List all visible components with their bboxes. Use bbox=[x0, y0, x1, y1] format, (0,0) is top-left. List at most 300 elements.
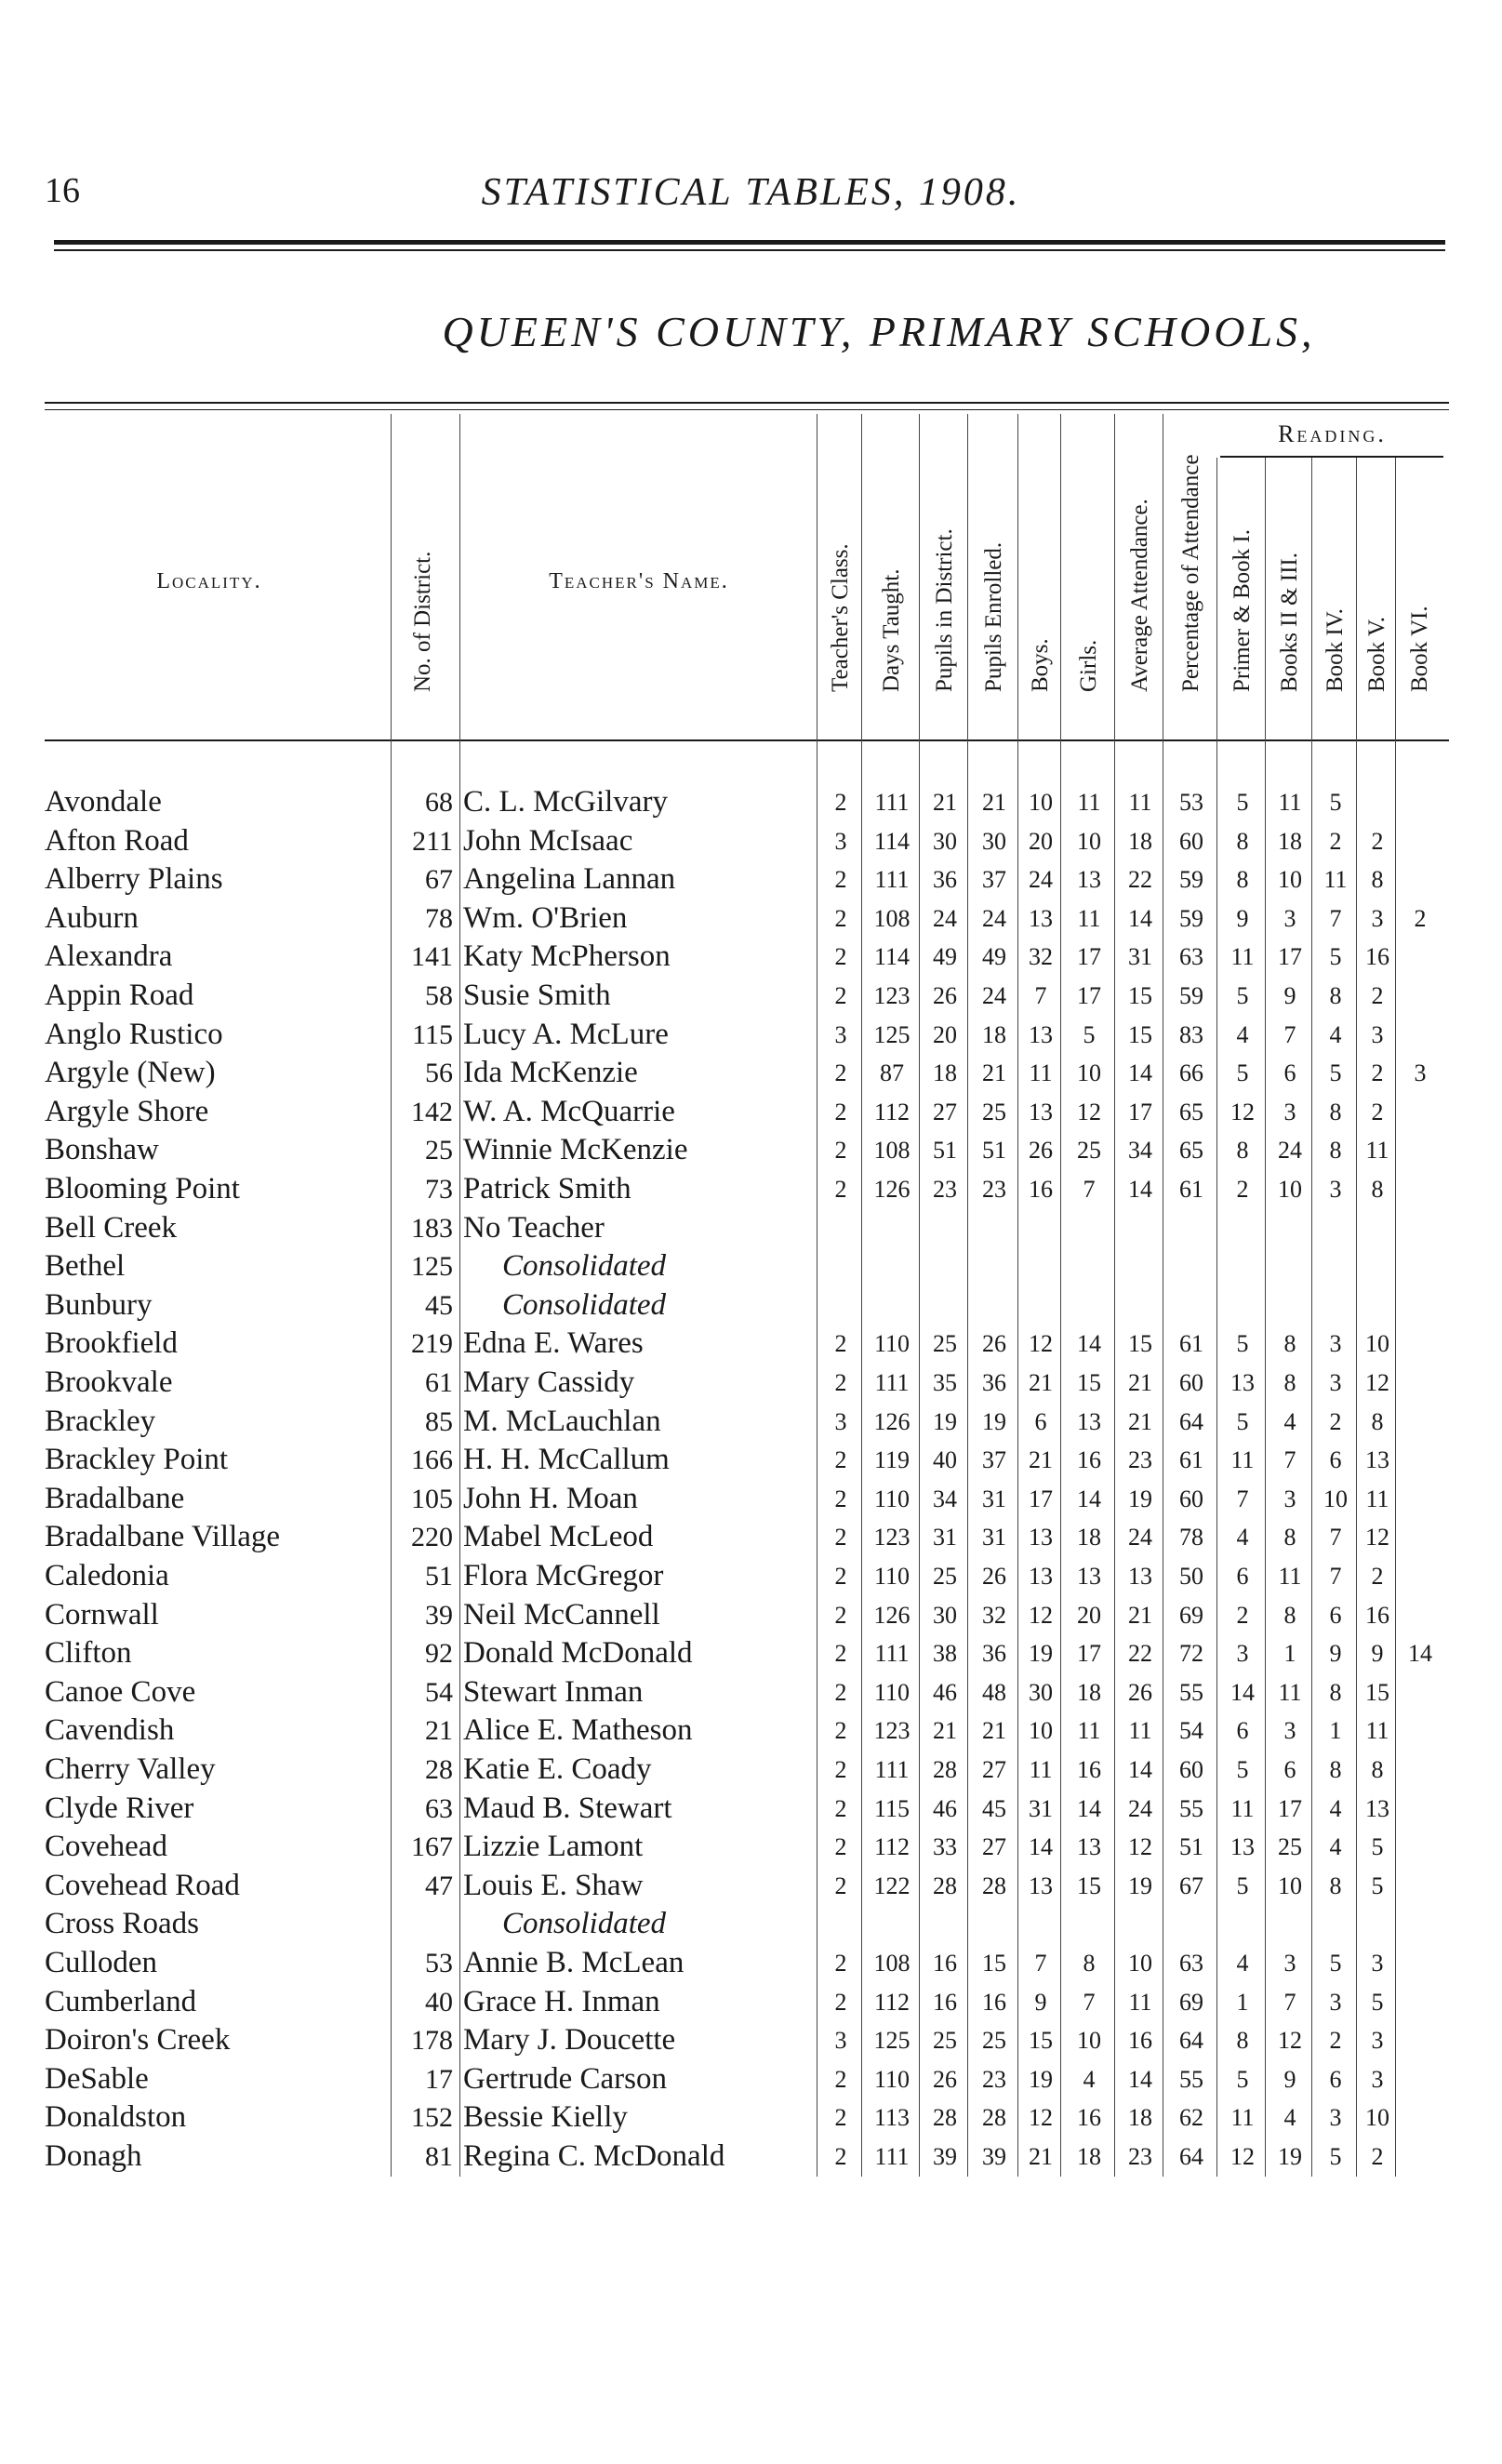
page-number: 16 bbox=[45, 171, 80, 210]
teacher-class-cell: 2 bbox=[834, 866, 847, 894]
percentage-attendance-cell: 62 bbox=[1179, 2104, 1203, 2132]
table-row bbox=[0, 822, 1502, 860]
books-2-3-cell: 25 bbox=[1278, 1833, 1302, 1861]
column-header-girls-label: Girls. bbox=[1076, 639, 1101, 692]
girls-cell: 8 bbox=[1083, 1950, 1096, 1977]
teacher-name-cell: Patrick Smith bbox=[463, 1172, 631, 1205]
book-5-cell: 3 bbox=[1371, 2065, 1384, 2093]
primer-book1-cell: 6 bbox=[1236, 1563, 1249, 1590]
teacher-name-cell: Consolidated bbox=[502, 1907, 667, 1941]
girls-cell: 14 bbox=[1077, 1794, 1101, 1822]
teacher-class-cell: 2 bbox=[834, 1369, 847, 1396]
pupils-enrolled-cell: 48 bbox=[982, 1678, 1006, 1706]
percentage-attendance-cell: 69 bbox=[1179, 1601, 1203, 1629]
percentage-attendance-cell: 66 bbox=[1179, 1059, 1203, 1087]
primer-book1-cell: 14 bbox=[1230, 1678, 1255, 1706]
district-no-cell: 167 bbox=[411, 1831, 453, 1863]
primer-book1-cell: 3 bbox=[1236, 1640, 1249, 1668]
pupils-in-district-cell: 28 bbox=[933, 1756, 957, 1783]
pupils-enrolled-cell: 37 bbox=[982, 866, 1006, 894]
header-rule-thick bbox=[54, 240, 1445, 245]
primer-book1-cell: 9 bbox=[1236, 904, 1249, 932]
pupils-enrolled-cell: 24 bbox=[982, 904, 1006, 932]
teacher-name-cell: Consolidated bbox=[502, 1249, 667, 1284]
locality-cell: Cherry Valley bbox=[45, 1752, 216, 1786]
percentage-attendance-cell: 51 bbox=[1179, 1833, 1203, 1861]
column-header-district-no-label: No. of District. bbox=[410, 551, 435, 692]
primer-book1-cell: 5 bbox=[1236, 2065, 1249, 2093]
book-4-cell: 4 bbox=[1329, 1020, 1342, 1048]
average-attendance-cell: 14 bbox=[1128, 1176, 1152, 1203]
column-group-reading: Reading. bbox=[1278, 420, 1387, 447]
book-5-cell: 8 bbox=[1371, 866, 1384, 894]
book-5-cell: 5 bbox=[1371, 1833, 1384, 1861]
locality-cell: Bradalbane bbox=[45, 1481, 185, 1515]
column-header-primer-book1-label: Primer & Book I. bbox=[1230, 529, 1255, 692]
percentage-attendance-cell: 61 bbox=[1179, 1176, 1203, 1203]
district-no-cell: 17 bbox=[425, 2063, 453, 2095]
primer-book1-cell: 4 bbox=[1236, 1950, 1249, 1977]
book-5-cell: 5 bbox=[1371, 1988, 1384, 2016]
table-row bbox=[0, 1170, 1502, 1208]
district-no-cell: 28 bbox=[425, 1754, 453, 1785]
girls-cell: 18 bbox=[1077, 2143, 1101, 2170]
book-5-cell: 13 bbox=[1365, 1446, 1389, 1474]
teacher-class-cell: 2 bbox=[834, 2104, 847, 2132]
girls-cell: 17 bbox=[1077, 943, 1101, 971]
locality-cell: Clyde River bbox=[45, 1791, 194, 1825]
pupils-enrolled-cell: 45 bbox=[982, 1794, 1006, 1822]
primer-book1-cell: 8 bbox=[1236, 2027, 1249, 2055]
teacher-name-cell: Louis E. Shaw bbox=[463, 1868, 644, 1902]
pupils-in-district-cell: 36 bbox=[933, 866, 957, 894]
days-taught-cell: 112 bbox=[873, 1098, 911, 1125]
locality-cell: Auburn bbox=[45, 900, 139, 935]
table-row bbox=[0, 1983, 1502, 2021]
teacher-name-cell: Stewart Inman bbox=[463, 1674, 644, 1709]
locality-cell: Caledonia bbox=[45, 1559, 169, 1592]
percentage-attendance-cell: 53 bbox=[1179, 789, 1203, 816]
teacher-class-cell: 2 bbox=[834, 1678, 847, 1706]
pupils-in-district-cell: 38 bbox=[933, 1640, 957, 1668]
days-taught-cell: 123 bbox=[873, 1524, 911, 1552]
percentage-attendance-cell: 64 bbox=[1179, 1407, 1203, 1435]
pupils-enrolled-cell: 27 bbox=[982, 1833, 1006, 1861]
primer-book1-cell: 12 bbox=[1230, 1098, 1255, 1125]
primer-book1-cell: 1 bbox=[1236, 1988, 1249, 2016]
pupils-enrolled-cell: 21 bbox=[982, 1059, 1006, 1087]
pupils-in-district-cell: 49 bbox=[933, 943, 957, 971]
book-4-cell: 2 bbox=[1329, 1407, 1342, 1435]
primer-book1-cell: 5 bbox=[1236, 1407, 1249, 1435]
days-taught-cell: 112 bbox=[873, 1988, 911, 2016]
primer-book1-cell: 5 bbox=[1236, 1756, 1249, 1783]
percentage-attendance-cell: 60 bbox=[1179, 1369, 1203, 1396]
boys-cell: 13 bbox=[1029, 1563, 1053, 1590]
table-row bbox=[0, 1403, 1502, 1441]
days-taught-cell: 108 bbox=[873, 1137, 911, 1165]
book-6-cell: 3 bbox=[1414, 1059, 1427, 1087]
teacher-name-cell: M. McLauchlan bbox=[463, 1404, 661, 1438]
average-attendance-cell: 10 bbox=[1128, 1950, 1152, 1977]
book-4-cell: 7 bbox=[1329, 1563, 1342, 1590]
percentage-attendance-cell: 64 bbox=[1179, 2143, 1203, 2170]
days-taught-cell: 110 bbox=[873, 1330, 911, 1358]
header-rule-thin bbox=[54, 249, 1445, 251]
average-attendance-cell: 14 bbox=[1128, 1059, 1152, 1087]
girls-cell: 7 bbox=[1083, 1176, 1096, 1203]
district-no-cell: 183 bbox=[411, 1212, 453, 1244]
teacher-name-cell: Winnie McKenzie bbox=[463, 1133, 688, 1167]
primer-book1-cell: 5 bbox=[1236, 982, 1249, 1009]
district-no-cell: 58 bbox=[425, 980, 453, 1011]
primer-book1-cell: 8 bbox=[1236, 866, 1249, 894]
pupils-in-district-cell: 21 bbox=[933, 1717, 957, 1745]
boys-cell: 15 bbox=[1029, 2027, 1053, 2055]
pupils-in-district-cell: 27 bbox=[933, 1098, 957, 1125]
girls-cell: 18 bbox=[1077, 1678, 1101, 1706]
pupils-enrolled-cell: 21 bbox=[982, 1717, 1006, 1745]
average-attendance-cell: 14 bbox=[1128, 904, 1152, 932]
locality-cell: Culloden bbox=[45, 1946, 157, 1979]
teacher-name-cell: Alice E. Matheson bbox=[463, 1713, 693, 1748]
average-attendance-cell: 31 bbox=[1128, 943, 1152, 971]
pupils-enrolled-cell: 21 bbox=[982, 789, 1006, 816]
book-4-cell: 3 bbox=[1329, 1176, 1342, 1203]
days-taught-cell: 126 bbox=[873, 1176, 911, 1203]
boys-cell: 12 bbox=[1029, 1330, 1053, 1358]
district-no-cell: 125 bbox=[411, 1251, 453, 1283]
days-taught-cell: 119 bbox=[873, 1446, 911, 1474]
days-taught-cell: 114 bbox=[873, 827, 911, 855]
percentage-attendance-cell: 61 bbox=[1179, 1446, 1203, 1474]
pupils-in-district-cell: 35 bbox=[933, 1369, 957, 1396]
average-attendance-cell: 17 bbox=[1128, 1098, 1152, 1125]
boys-cell: 14 bbox=[1029, 1833, 1053, 1861]
teacher-class-cell: 2 bbox=[834, 1485, 847, 1512]
books-2-3-cell: 8 bbox=[1283, 1330, 1296, 1358]
locality-cell: Bonshaw bbox=[45, 1133, 159, 1167]
pupils-enrolled-cell: 31 bbox=[982, 1485, 1006, 1512]
locality-cell: Bethel bbox=[45, 1249, 126, 1284]
pupils-in-district-cell: 25 bbox=[933, 1563, 957, 1590]
pupils-enrolled-cell: 28 bbox=[982, 1871, 1006, 1899]
days-taught-cell: 122 bbox=[873, 1871, 911, 1899]
pupils-in-district-cell: 39 bbox=[933, 2143, 957, 2170]
district-no-cell: 211 bbox=[412, 825, 453, 857]
pupils-enrolled-cell: 18 bbox=[982, 1020, 1006, 1048]
books-2-3-cell: 17 bbox=[1278, 943, 1302, 971]
percentage-attendance-cell: 55 bbox=[1179, 1794, 1203, 1822]
book-4-cell: 4 bbox=[1329, 1794, 1342, 1822]
table-row bbox=[0, 977, 1502, 1015]
column-header-book-6 bbox=[1397, 419, 1443, 735]
books-2-3-cell: 12 bbox=[1278, 2027, 1302, 2055]
days-taught-cell: 110 bbox=[873, 1485, 911, 1512]
book-6-cell: 14 bbox=[1408, 1640, 1432, 1668]
pupils-enrolled-cell: 49 bbox=[982, 943, 1006, 971]
teacher-class-cell: 2 bbox=[834, 1446, 847, 1474]
district-no-cell: 178 bbox=[411, 2025, 453, 2057]
table-row bbox=[0, 938, 1502, 976]
locality-cell: Appin Road bbox=[45, 979, 194, 1012]
boys-cell: 13 bbox=[1029, 1524, 1053, 1552]
teacher-class-cell: 2 bbox=[834, 943, 847, 971]
percentage-attendance-cell: 63 bbox=[1179, 943, 1203, 971]
girls-cell: 11 bbox=[1077, 904, 1101, 932]
book-4-cell: 8 bbox=[1329, 1756, 1342, 1783]
table-row bbox=[0, 1557, 1502, 1595]
average-attendance-cell: 18 bbox=[1128, 2104, 1152, 2132]
book-4-cell: 1 bbox=[1329, 1717, 1342, 1745]
pupils-enrolled-cell: 24 bbox=[982, 982, 1006, 1009]
boys-cell: 9 bbox=[1034, 1988, 1047, 2016]
primer-book1-cell: 5 bbox=[1236, 1059, 1249, 1087]
boys-cell: 7 bbox=[1034, 1950, 1047, 1977]
girls-cell: 15 bbox=[1077, 1369, 1101, 1396]
teacher-class-cell: 2 bbox=[834, 1137, 847, 1165]
book-4-cell: 4 bbox=[1329, 1833, 1342, 1861]
teacher-name-cell: John McIsaac bbox=[463, 823, 633, 858]
girls-cell: 12 bbox=[1077, 1098, 1101, 1125]
teacher-name-cell: H. H. McCallum bbox=[463, 1443, 670, 1477]
teacher-name-cell: Susie Smith bbox=[463, 979, 611, 1012]
book-4-cell: 8 bbox=[1329, 1098, 1342, 1125]
table-row bbox=[0, 1131, 1502, 1169]
boys-cell: 19 bbox=[1029, 2065, 1053, 2093]
table-row bbox=[0, 1905, 1502, 1943]
book-5-cell: 3 bbox=[1371, 2027, 1384, 2055]
boys-cell: 32 bbox=[1029, 943, 1053, 971]
pupils-in-district-cell: 34 bbox=[933, 1485, 957, 1512]
teacher-name-cell: Katy McPherson bbox=[463, 939, 671, 974]
book-4-cell: 5 bbox=[1329, 943, 1342, 971]
column-header-boys-label: Boys. bbox=[1028, 638, 1053, 692]
days-taught-cell: 125 bbox=[873, 2027, 911, 2055]
boys-cell: 12 bbox=[1029, 1601, 1053, 1629]
locality-cell: Argyle Shore bbox=[45, 1094, 209, 1128]
teacher-class-cell: 2 bbox=[834, 1988, 847, 2016]
pupils-in-district-cell: 40 bbox=[933, 1446, 957, 1474]
days-taught-cell: 125 bbox=[873, 1020, 911, 1048]
teacher-class-cell: 2 bbox=[834, 1563, 847, 1590]
locality-cell: Anglo Rustico bbox=[45, 1017, 223, 1051]
books-2-3-cell: 11 bbox=[1278, 789, 1302, 816]
average-attendance-cell: 18 bbox=[1128, 827, 1152, 855]
pupils-in-district-cell: 20 bbox=[933, 1020, 957, 1048]
girls-cell: 15 bbox=[1077, 1871, 1101, 1899]
column-header-pupils-enrolled bbox=[969, 419, 1019, 735]
pupils-enrolled-cell: 37 bbox=[982, 1446, 1006, 1474]
pupils-in-district-cell: 19 bbox=[933, 1407, 957, 1435]
locality-cell: Cavendish bbox=[45, 1713, 175, 1748]
district-no-cell: 141 bbox=[411, 941, 453, 973]
teacher-name-cell: No Teacher bbox=[463, 1210, 605, 1245]
table-row bbox=[0, 1634, 1502, 1672]
book-5-cell: 10 bbox=[1365, 2104, 1389, 2132]
table-row bbox=[0, 899, 1502, 938]
pupils-enrolled-cell: 51 bbox=[982, 1137, 1006, 1165]
average-attendance-cell: 21 bbox=[1128, 1407, 1152, 1435]
running-title: STATISTICAL TABLES, 1908. bbox=[481, 171, 1021, 214]
column-header-book-5 bbox=[1358, 419, 1397, 735]
table-row bbox=[0, 2021, 1502, 2059]
boys-cell: 20 bbox=[1029, 827, 1053, 855]
pupils-in-district-cell: 28 bbox=[933, 2104, 957, 2132]
locality-cell: Covehead bbox=[45, 1830, 167, 1864]
boys-cell: 24 bbox=[1029, 866, 1053, 894]
girls-cell: 17 bbox=[1077, 1640, 1101, 1668]
percentage-attendance-cell: 55 bbox=[1179, 2065, 1203, 2093]
average-attendance-cell: 24 bbox=[1128, 1794, 1152, 1822]
percentage-attendance-cell: 60 bbox=[1179, 827, 1203, 855]
pupils-enrolled-cell: 32 bbox=[982, 1601, 1006, 1629]
girls-cell: 13 bbox=[1077, 1407, 1101, 1435]
teacher-class-cell: 2 bbox=[834, 2143, 847, 2170]
books-2-3-cell: 8 bbox=[1283, 1601, 1296, 1629]
district-no-cell: 81 bbox=[425, 2141, 453, 2172]
girls-cell: 13 bbox=[1077, 1833, 1101, 1861]
girls-cell: 16 bbox=[1077, 2104, 1101, 2132]
days-taught-cell: 111 bbox=[874, 1756, 910, 1783]
book-4-cell: 6 bbox=[1329, 1601, 1342, 1629]
district-no-cell: 85 bbox=[425, 1405, 453, 1437]
book-4-cell: 10 bbox=[1323, 1485, 1348, 1512]
average-attendance-cell: 11 bbox=[1128, 789, 1152, 816]
book-4-cell: 5 bbox=[1329, 1950, 1342, 1977]
locality-cell: Argyle (New) bbox=[45, 1056, 216, 1090]
boys-cell: 11 bbox=[1029, 1756, 1053, 1783]
column-header-locality: Locality. bbox=[156, 569, 262, 593]
book-5-cell: 16 bbox=[1365, 1601, 1389, 1629]
primer-book1-cell: 13 bbox=[1230, 1369, 1255, 1396]
boys-cell: 19 bbox=[1029, 1640, 1053, 1668]
book-5-cell: 2 bbox=[1371, 1563, 1384, 1590]
average-attendance-cell: 14 bbox=[1128, 2065, 1152, 2093]
pupils-in-district-cell: 31 bbox=[933, 1524, 957, 1552]
table-header-bottom-rule bbox=[45, 739, 1449, 741]
boys-cell: 21 bbox=[1029, 2143, 1053, 2170]
primer-book1-cell: 8 bbox=[1236, 1137, 1249, 1165]
teacher-class-cell: 2 bbox=[834, 1833, 847, 1861]
pupils-enrolled-cell: 30 bbox=[982, 827, 1006, 855]
girls-cell: 20 bbox=[1077, 1601, 1101, 1629]
book-4-cell: 5 bbox=[1329, 2143, 1342, 2170]
table-row bbox=[0, 1093, 1502, 1131]
books-2-3-cell: 7 bbox=[1283, 1988, 1296, 2016]
days-taught-cell: 110 bbox=[873, 1678, 911, 1706]
girls-cell: 5 bbox=[1083, 1020, 1096, 1048]
table-top-rule-thin bbox=[45, 409, 1449, 410]
percentage-attendance-cell: 59 bbox=[1179, 904, 1203, 932]
average-attendance-cell: 19 bbox=[1128, 1485, 1152, 1512]
primer-book1-cell: 5 bbox=[1236, 1871, 1249, 1899]
district-no-cell: 166 bbox=[411, 1445, 453, 1476]
days-taught-cell: 111 bbox=[874, 789, 910, 816]
table-row bbox=[0, 1286, 1502, 1325]
days-taught-cell: 110 bbox=[873, 2065, 911, 2093]
pupils-in-district-cell: 30 bbox=[933, 1601, 957, 1629]
pupils-in-district-cell: 25 bbox=[933, 2027, 957, 2055]
books-2-3-cell: 3 bbox=[1283, 1098, 1296, 1125]
book-5-cell: 11 bbox=[1365, 1137, 1389, 1165]
teacher-name-cell: Neil McCannell bbox=[463, 1597, 660, 1632]
percentage-attendance-cell: 83 bbox=[1179, 1020, 1203, 1048]
pupils-enrolled-cell: 26 bbox=[982, 1330, 1006, 1358]
district-no-cell: 61 bbox=[425, 1367, 453, 1398]
column-header-teacher-class bbox=[818, 419, 863, 735]
teacher-name-cell: Wm. O'Brien bbox=[463, 900, 628, 935]
column-header-average-attendance bbox=[1116, 419, 1164, 735]
percentage-attendance-cell: 72 bbox=[1179, 1640, 1203, 1668]
teacher-class-cell: 2 bbox=[834, 982, 847, 1009]
average-attendance-cell: 19 bbox=[1128, 1871, 1152, 1899]
book-5-cell: 8 bbox=[1371, 1756, 1384, 1783]
teacher-class-cell: 3 bbox=[834, 1407, 847, 1435]
locality-cell: Alexandra bbox=[45, 939, 173, 974]
primer-book1-cell: 4 bbox=[1236, 1020, 1249, 1048]
book-4-cell: 8 bbox=[1329, 982, 1342, 1009]
book-6-cell: 2 bbox=[1414, 904, 1427, 932]
pupils-enrolled-cell: 39 bbox=[982, 2143, 1006, 2170]
average-attendance-cell: 34 bbox=[1128, 1137, 1152, 1165]
table-row bbox=[0, 1711, 1502, 1750]
percentage-attendance-cell: 65 bbox=[1179, 1098, 1203, 1125]
girls-cell: 11 bbox=[1077, 789, 1101, 816]
table-row bbox=[0, 1364, 1502, 1402]
district-no-cell: 105 bbox=[411, 1483, 453, 1514]
books-2-3-cell: 3 bbox=[1283, 1717, 1296, 1745]
average-attendance-cell: 13 bbox=[1128, 1563, 1152, 1590]
district-no-cell: 220 bbox=[411, 1522, 453, 1553]
primer-book1-cell: 7 bbox=[1236, 1485, 1249, 1512]
book-5-cell: 8 bbox=[1371, 1176, 1384, 1203]
district-no-cell: 39 bbox=[425, 1599, 453, 1631]
book-5-cell: 2 bbox=[1371, 1098, 1384, 1125]
table-row bbox=[0, 1867, 1502, 1905]
girls-cell: 13 bbox=[1077, 1563, 1101, 1590]
teacher-name-cell: Mabel McLeod bbox=[463, 1520, 654, 1554]
book-5-cell: 3 bbox=[1371, 1950, 1384, 1977]
table-row bbox=[0, 860, 1502, 899]
locality-cell: Doiron's Creek bbox=[45, 2023, 231, 2058]
days-taught-cell: 111 bbox=[874, 1369, 910, 1396]
table-top-rule bbox=[45, 402, 1449, 404]
book-5-cell: 12 bbox=[1365, 1524, 1389, 1552]
book-5-cell: 8 bbox=[1371, 1407, 1384, 1435]
books-2-3-cell: 4 bbox=[1283, 2104, 1296, 2132]
primer-book1-cell: 4 bbox=[1236, 1524, 1249, 1552]
days-taught-cell: 112 bbox=[873, 1833, 911, 1861]
column-header-books-2-3 bbox=[1267, 419, 1313, 735]
locality-cell: Brookvale bbox=[45, 1365, 173, 1399]
locality-cell: Covehead Road bbox=[45, 1868, 240, 1902]
district-no-cell: 92 bbox=[425, 1638, 453, 1670]
average-attendance-cell: 14 bbox=[1128, 1756, 1152, 1783]
district-no-cell: 115 bbox=[412, 1019, 453, 1050]
book-4-cell: 6 bbox=[1329, 2065, 1342, 2093]
pupils-enrolled-cell: 16 bbox=[982, 1988, 1006, 2016]
column-header-average-attendance-label: Average Attendance. bbox=[1127, 499, 1152, 692]
pupils-in-district-cell: 26 bbox=[933, 982, 957, 1009]
book-4-cell: 11 bbox=[1323, 866, 1348, 894]
teacher-name-cell: Annie B. McLean bbox=[463, 1946, 685, 1979]
primer-book1-cell: 5 bbox=[1236, 789, 1249, 816]
girls-cell: 16 bbox=[1077, 1756, 1101, 1783]
girls-cell: 10 bbox=[1077, 2027, 1101, 2055]
days-taught-cell: 114 bbox=[873, 943, 911, 971]
teacher-name-cell: Mary Cassidy bbox=[463, 1365, 635, 1399]
